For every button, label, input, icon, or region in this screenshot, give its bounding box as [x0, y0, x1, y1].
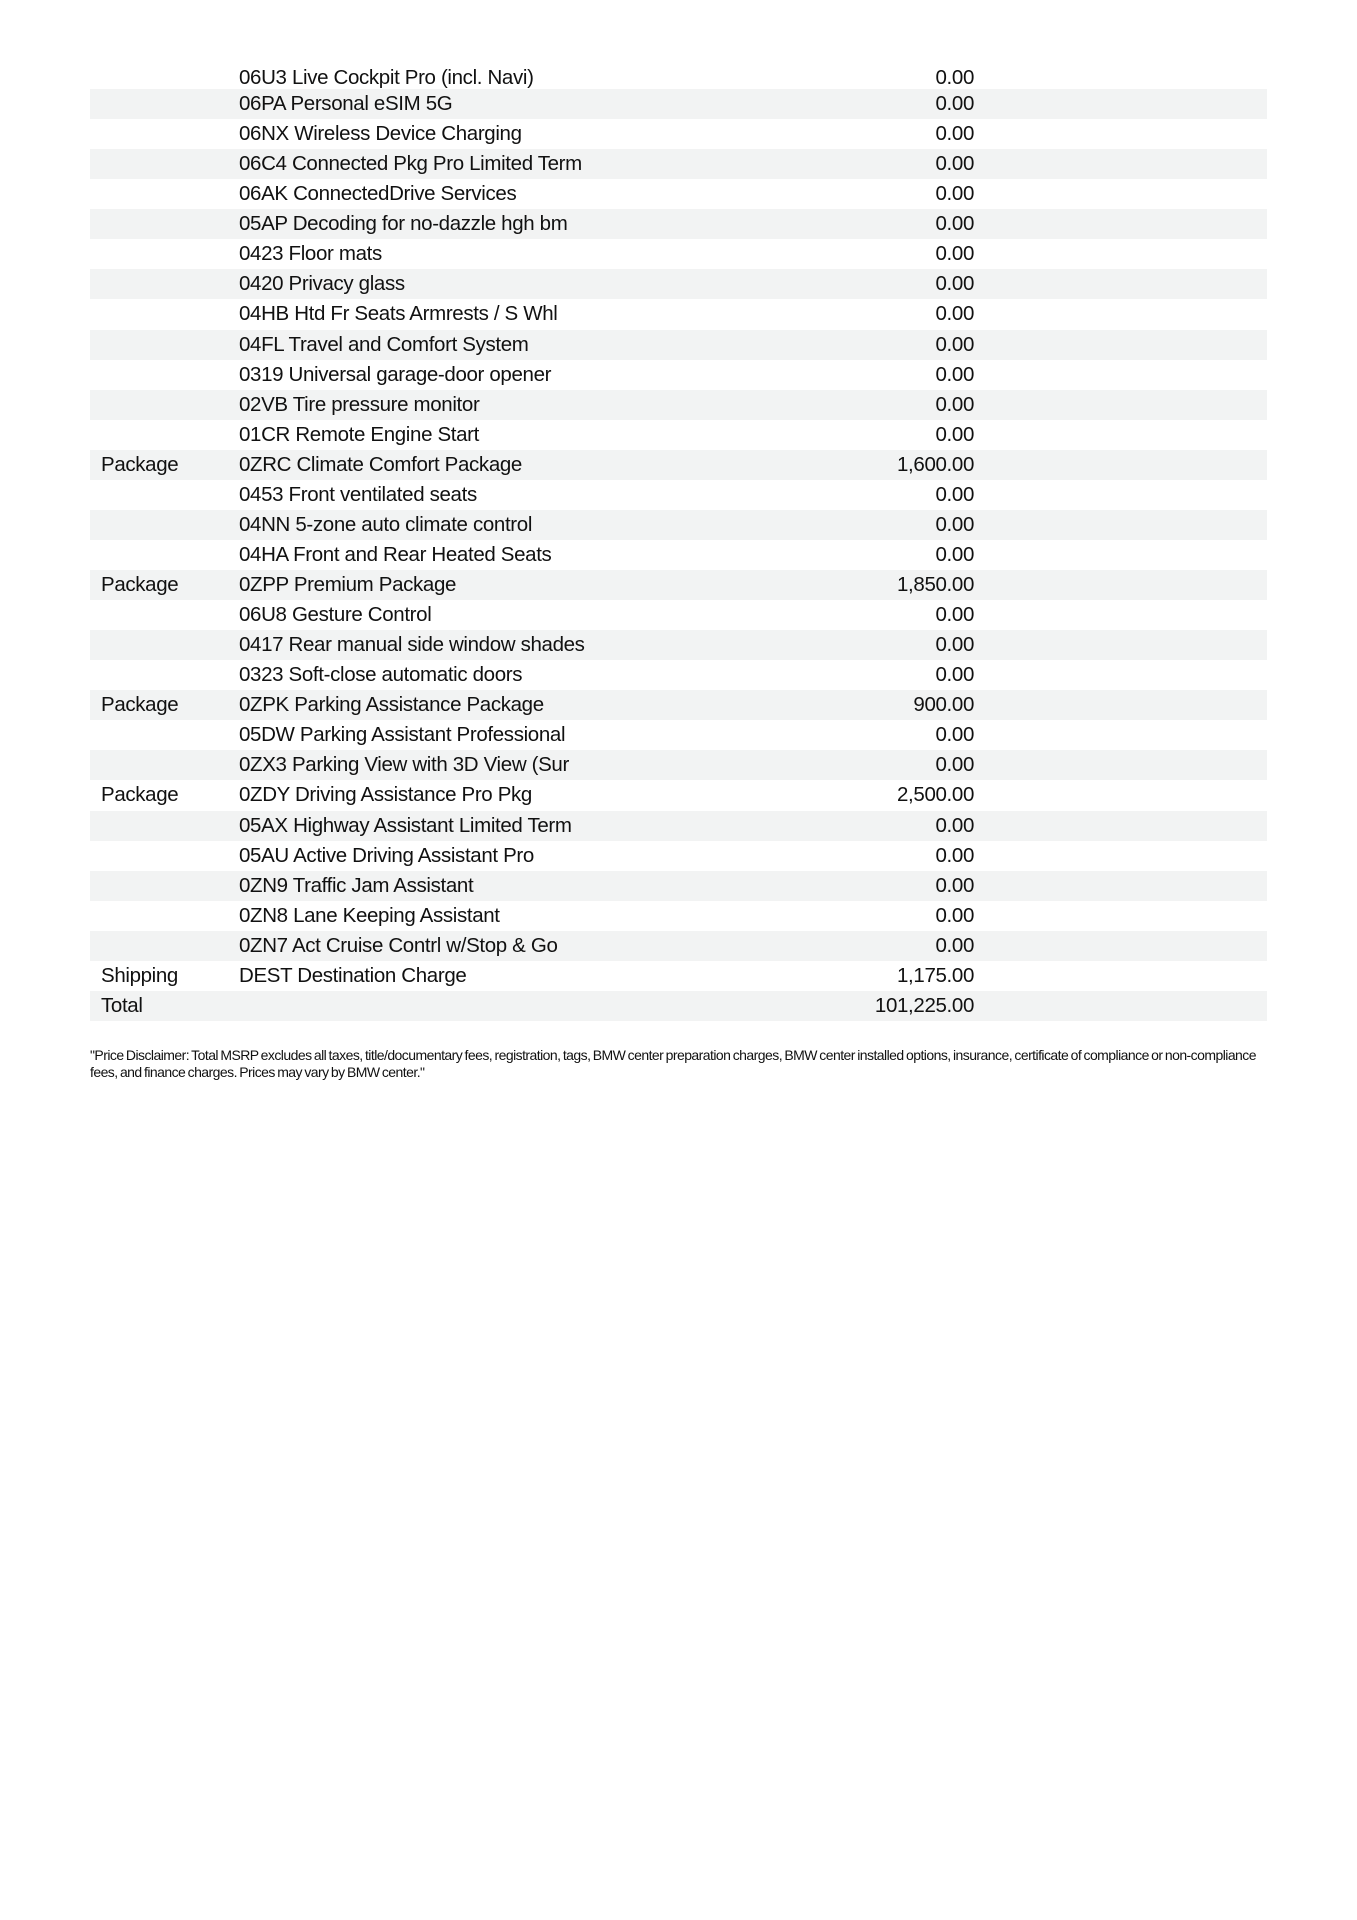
row-amount: 0.00	[935, 362, 974, 386]
row-description: 0ZPP Premium Package	[239, 573, 457, 596]
row-description: DEST Destination Charge	[239, 963, 467, 987]
row-description: 04HA Front and Rear Heated Seats	[239, 542, 552, 566]
row-description: 04HB Htd Fr Seats Armrests / S Whl	[239, 302, 558, 326]
row-amount: 0.00	[935, 933, 974, 957]
table-row	[90, 149, 1267, 179]
row-amount: 0.00	[935, 843, 974, 867]
table-row	[90, 540, 1267, 570]
row-category: Package	[101, 693, 179, 717]
row-amount: 0.00	[935, 66, 974, 89]
table-row-package	[90, 570, 1267, 600]
row-amount: 0.00	[935, 92, 974, 115]
row-amount: 0.00	[935, 873, 974, 897]
table-row-total	[90, 991, 1267, 1021]
row-description: 0323 Soft-close automatic doors	[239, 663, 523, 687]
row-description: 0ZX3 Parking View with 3D View (Sur	[239, 753, 569, 777]
row-description: 0ZN7 Act Cruise Contrl w/Stop & Go	[239, 933, 558, 957]
table-row	[90, 239, 1267, 269]
table-row-package	[90, 450, 1267, 480]
table-row	[90, 119, 1267, 149]
row-description: 02VB Tire pressure monitor	[239, 392, 480, 416]
table-row	[90, 901, 1267, 931]
row-category: Package	[101, 783, 179, 807]
row-description: 06U3 Live Cockpit Pro (incl. Navi)	[239, 66, 534, 89]
row-amount: 1,600.00	[897, 452, 974, 476]
row-description: 04NN 5-zone auto climate control	[239, 512, 533, 536]
row-description: 06U8 Gesture Control	[239, 603, 432, 627]
row-description: 0417 Rear manual side window shades	[239, 633, 585, 657]
table-row	[90, 720, 1267, 750]
row-amount: 0.00	[935, 182, 974, 206]
table-row-package	[90, 690, 1267, 720]
row-description: 0ZN8 Lane Keeping Assistant	[239, 903, 500, 927]
row-amount: 0.00	[935, 663, 974, 687]
table-row	[90, 811, 1267, 841]
row-description: 0ZN9 Traffic Jam Assistant	[239, 873, 474, 897]
row-amount: 1,850.00	[897, 573, 974, 596]
row-description: 06NX Wireless Device Charging	[239, 122, 522, 146]
table-row-package	[90, 780, 1267, 810]
table-row	[90, 390, 1267, 420]
row-amount: 0.00	[935, 152, 974, 176]
table-row	[90, 299, 1267, 329]
row-amount: 0.00	[935, 603, 974, 627]
row-description: 0319 Universal garage-door opener	[239, 362, 552, 386]
row-amount: 2,500.00	[897, 783, 974, 807]
price-table	[90, 63, 1267, 1021]
table-row	[90, 63, 1267, 89]
row-amount: 0.00	[935, 813, 974, 837]
row-description: 0ZRC Climate Comfort Package	[239, 452, 522, 476]
row-amount: 0.00	[935, 332, 974, 356]
row-amount: 0.00	[935, 723, 974, 747]
table-row	[90, 89, 1267, 119]
table-row	[90, 360, 1267, 390]
row-description: 0ZDY Driving Assistance Pro Pkg	[239, 783, 532, 807]
row-amount: 900.00	[913, 693, 974, 717]
row-amount: 1,175.00	[897, 963, 974, 987]
table-row	[90, 209, 1267, 239]
table-row	[90, 179, 1267, 209]
row-description: 0420 Privacy glass	[239, 272, 405, 296]
row-amount: 0.00	[935, 422, 974, 446]
table-row	[90, 871, 1267, 901]
table-row	[90, 841, 1267, 871]
table-row	[90, 630, 1267, 660]
row-amount: 0.00	[935, 633, 974, 657]
row-amount: 0.00	[935, 212, 974, 236]
table-row	[90, 931, 1267, 961]
row-amount: 0.00	[935, 302, 974, 326]
table-row	[90, 420, 1267, 450]
table-row	[90, 480, 1267, 510]
table-row	[90, 660, 1267, 690]
row-description: 01CR Remote Engine Start	[239, 422, 480, 446]
row-description: 05AX Highway Assistant Limited Term	[239, 813, 572, 837]
row-description: 06PA Personal eSIM 5G	[239, 92, 453, 115]
table-row-shipping	[90, 961, 1267, 991]
row-category: Shipping	[101, 963, 178, 987]
row-description: 05DW Parking Assistant Professional	[239, 723, 566, 747]
row-description: 0423 Floor mats	[239, 242, 382, 266]
row-description: 04FL Travel and Comfort System	[239, 332, 529, 356]
table-row	[90, 330, 1267, 360]
row-description: 06C4 Connected Pkg Pro Limited Term	[239, 152, 582, 176]
row-description: 05AU Active Driving Assistant Pro	[239, 843, 534, 867]
row-description: 05AP Decoding for no-dazzle hgh bm	[239, 212, 568, 236]
row-category: Package	[101, 573, 179, 596]
table-row	[90, 600, 1267, 630]
row-description: 0453 Front ventilated seats	[239, 482, 477, 506]
row-amount: 0.00	[935, 512, 974, 536]
price-disclaimer: "Price Disclaimer: Total MSRP excludes all taxes, title/documentary fees, registration, tags, BMW center preparation charges, BMW center installed options, insurance, certificate of compliance or non-compliance fees, and finance charges. Prices may vary by BMW center."	[90, 1047, 1256, 1080]
table-row	[90, 750, 1267, 780]
total-label: Total	[101, 993, 143, 1017]
row-amount: 0.00	[935, 242, 974, 266]
row-amount: 0.00	[935, 122, 974, 146]
table-row	[90, 269, 1267, 299]
row-description: 06AK ConnectedDrive Services	[239, 182, 517, 206]
row-amount: 0.00	[935, 482, 974, 506]
row-amount: 0.00	[935, 272, 974, 296]
row-category: Package	[101, 452, 179, 476]
row-amount: 0.00	[935, 542, 974, 566]
table-row	[90, 510, 1267, 540]
row-description: 0ZPK Parking Assistance Package	[239, 693, 544, 717]
row-amount: 0.00	[935, 903, 974, 927]
total-amount: 101,225.00	[874, 993, 974, 1017]
row-amount: 0.00	[935, 392, 974, 416]
row-amount: 0.00	[935, 753, 974, 777]
